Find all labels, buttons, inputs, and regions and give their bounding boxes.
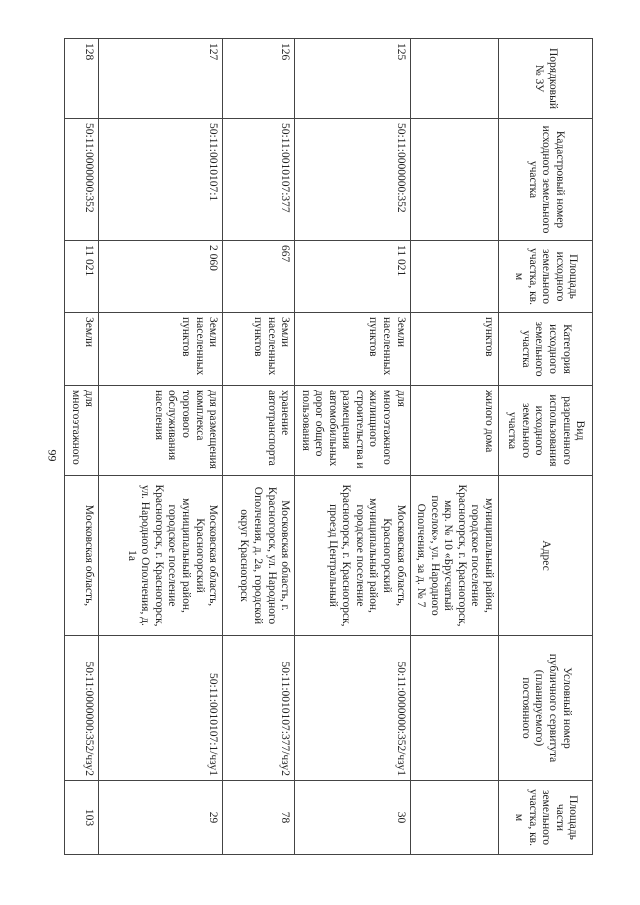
table-row	[65, 39, 99, 855]
cell-servitude: 50:11:0000000:352/чзу1	[295, 636, 411, 781]
cell-area: 2 060	[99, 241, 223, 313]
cell-cadastral: 50:11:0000000:352	[65, 119, 99, 241]
cell-use: жилого дома	[410, 386, 498, 476]
cell-category: Земли	[65, 313, 99, 386]
table-row	[295, 39, 411, 855]
cell-servitude: 50:11:0000000:352/чзу2	[65, 636, 99, 781]
header-cell: Порядковый № ЗУ	[499, 39, 593, 119]
page-number: 99	[45, 449, 60, 462]
cell-category: пунктов	[410, 313, 498, 386]
cell-part-area: 103	[65, 781, 99, 855]
cell-num	[410, 39, 498, 119]
cell-category: Земли населенных пунктов	[295, 313, 411, 386]
cell-num: 128	[65, 39, 99, 119]
cell-cadastral: 50:11:0010107:1	[99, 119, 223, 241]
cell-num: 127	[99, 39, 223, 119]
header-cell: Категория исходного земельного участка	[499, 313, 593, 386]
cell-address: муниципальный район, городское поселение Красногорск, г. Красногорск, мкр. № 10 «Брусчатый поселок», ул. Народного Ополчения, за д. № 7	[410, 476, 498, 636]
cell-area	[410, 241, 498, 313]
cell-cadastral	[410, 119, 498, 241]
cell-part-area: 30	[295, 781, 411, 855]
cell-num: 125	[295, 39, 411, 119]
parcel-table	[64, 38, 593, 855]
cell-cadastral: 50:11:0010107:377	[223, 119, 295, 241]
table-row	[99, 39, 223, 855]
cell-num: 126	[223, 39, 295, 119]
cell-servitude	[410, 636, 498, 781]
cell-area: 11 021	[65, 241, 99, 313]
table-header-row	[499, 39, 593, 855]
rotated-table-container	[69, 38, 593, 854]
header-cell: Условный номер публичного сервитута (планируемого) постоянного	[499, 636, 593, 781]
cell-use: для многоэтажного	[65, 386, 99, 476]
cell-use: хранение автотранспорта	[223, 386, 295, 476]
header-cell: Адрес	[499, 476, 593, 636]
cell-area: 11 021	[295, 241, 411, 313]
cell-cadastral: 50:11:0000000:352	[295, 119, 411, 241]
cell-category: Земли населенных пунктов	[223, 313, 295, 386]
cell-area: 667	[223, 241, 295, 313]
table-row	[223, 39, 295, 855]
header-cell: Площадь части земельного участка, кв. м	[499, 781, 593, 855]
cell-category: Земли населенных пунктов	[99, 313, 223, 386]
cell-address: Московская область, Красногорский муниципальный район, городское поселение Красногорск, г. Красногорск, проезд Центральный	[295, 476, 411, 636]
header-cell: Площадь исходного земельного участка, кв. м	[499, 241, 593, 313]
cell-part-area: 78	[223, 781, 295, 855]
cell-address: Московская область, Красногорский муниципальный район, городское поселение Красногорск, г. Красногорск, ул. Народного Ополчения, д. 1а	[99, 476, 223, 636]
cell-servitude: 50:11:0010107:1/чзу1	[99, 636, 223, 781]
header-cell: Кадастровый номер исходного земельного участка	[499, 119, 593, 241]
cell-address: Московская область, г. Красногорск, ул. Народного Ополчения, д. 2а, городской округ Красногорск	[223, 476, 295, 636]
cell-servitude: 50:11:0010107:377/чзу2	[223, 636, 295, 781]
header-cell: Вид разрешенного использования исходного земельного участка	[499, 386, 593, 476]
table-row	[410, 39, 498, 855]
cell-part-area	[410, 781, 498, 855]
cell-address: Московская область,	[65, 476, 99, 636]
cell-part-area: 29	[99, 781, 223, 855]
cell-use: для размещения комплекса торгового обслуживания населения	[99, 386, 223, 476]
cell-use: для многоэтажного жилищного строительства и размещения автомобильных дорог общего пользования	[295, 386, 411, 476]
